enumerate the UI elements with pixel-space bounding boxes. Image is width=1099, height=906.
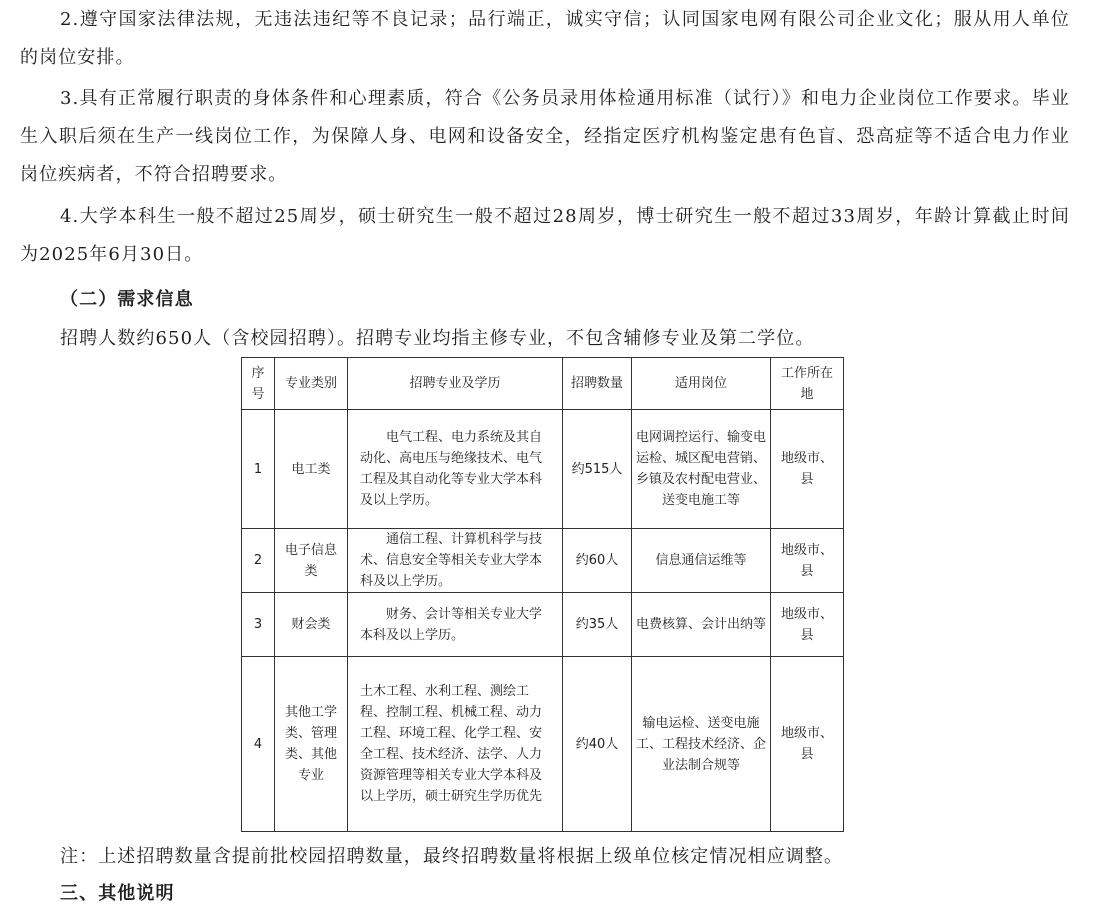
cell-major: [348, 529, 563, 593]
cell-position: 信息通信运维等: [632, 529, 771, 593]
header-seq: 序号: [242, 358, 275, 410]
cell-major-text: 通信工程、计算机科学与技术、信息安全等相关专业大学本科及以上学历。: [360, 532, 543, 589]
cell-major: [348, 593, 563, 657]
table-row: [242, 529, 844, 593]
cell-seq: 4: [242, 657, 275, 832]
cell-major-text: 电气工程、电力系统及其自动化、高电压与绝缘技术、电气工程及其自动化等专业大学本科及以上学历。: [360, 430, 543, 508]
header-location: 工作所在地: [771, 358, 844, 410]
requirement-item-3: 3.具有正常履行职责的身体条件和心理素质，符合《公务员录用体检通用标准（试行）》和电力企业岗位工作要求。毕业生入职后须在生产一线岗位工作，为保障人身、电网和设备安全，经指定医疗机构鉴定患有色盲、恐高症等不适合电力作业岗位疾病者，不符合招聘要求。: [20, 88, 1070, 185]
cell-category: 其他工学类、管理类、其他专业: [275, 657, 348, 832]
header-major: 招聘专业及学历: [348, 358, 563, 410]
cell-category: 电工类: [275, 410, 348, 529]
header-position: 适用岗位: [632, 358, 771, 410]
cell-seq: 3: [242, 593, 275, 657]
requirement-item-2: 2.遵守国家法律法规，无违法违纪等不良记录；品行端正，诚实守信；认同国家电网有限公司企业文化；服从用人单位的岗位安排。: [20, 9, 1070, 68]
cell-location: 地级市、县: [771, 410, 844, 529]
cell-count: 约40人: [563, 657, 632, 832]
cell-major: [348, 410, 563, 529]
table-row: [242, 657, 844, 832]
table-note: 注：上述招聘数量含提前批校园招聘数量，最终招聘数量将根据上级单位核定情况相应调整。: [60, 846, 844, 867]
cell-location: 地级市、县: [771, 529, 844, 593]
cell-major: 土木工程、水利工程、测绘工程、控制工程、机械工程、动力工程、环境工程、化学工程、安全工程、技术经济、法学、人力资源管理等相关专业大学本科及以上学历，硕士研究生学历优先: [348, 657, 563, 832]
cell-count: 约60人: [563, 529, 632, 593]
section-heading-demand: （二）需求信息: [60, 289, 194, 310]
cell-count: 约515人: [563, 410, 632, 529]
requirement-item-4: 4.大学本科生一般不超过25周岁，硕士研究生一般不超过28周岁，博士研究生一般不超过33周岁，年龄计算截止时间为2025年6月30日。: [20, 206, 1070, 265]
cell-major-text: 财务、会计等相关专业大学本科及以上学历。: [360, 606, 543, 643]
section-heading-other: 三、其他说明: [60, 883, 175, 904]
demand-intro: 招聘人数约650人（含校园招聘）。招聘专业均指主修专业，不包含辅修专业及第二学位。: [60, 328, 815, 349]
cell-position: 电网调控运行、输变电运检、城区配电营销、乡镇及农村配电营业、送变电施工等: [632, 410, 771, 529]
cell-position: 输电运检、送变电施工、工程技术经济、企业法制合规等: [632, 657, 771, 832]
cell-seq: 1: [242, 410, 275, 529]
cell-count: 约35人: [563, 593, 632, 657]
table-row: [242, 593, 844, 657]
header-count: 招聘数量: [563, 358, 632, 410]
cell-location: 地级市、县: [771, 657, 844, 832]
cell-location: 地级市、县: [771, 593, 844, 657]
cell-position: 电费核算、会计出纳等: [632, 593, 771, 657]
cell-seq: 2: [242, 529, 275, 593]
cell-category: 财会类: [275, 593, 348, 657]
table-row: [242, 410, 844, 529]
recruitment-table: [241, 357, 844, 832]
header-category: 专业类别: [275, 358, 348, 410]
cell-category: 电子信息类: [275, 529, 348, 593]
table-header-row: [242, 358, 844, 410]
